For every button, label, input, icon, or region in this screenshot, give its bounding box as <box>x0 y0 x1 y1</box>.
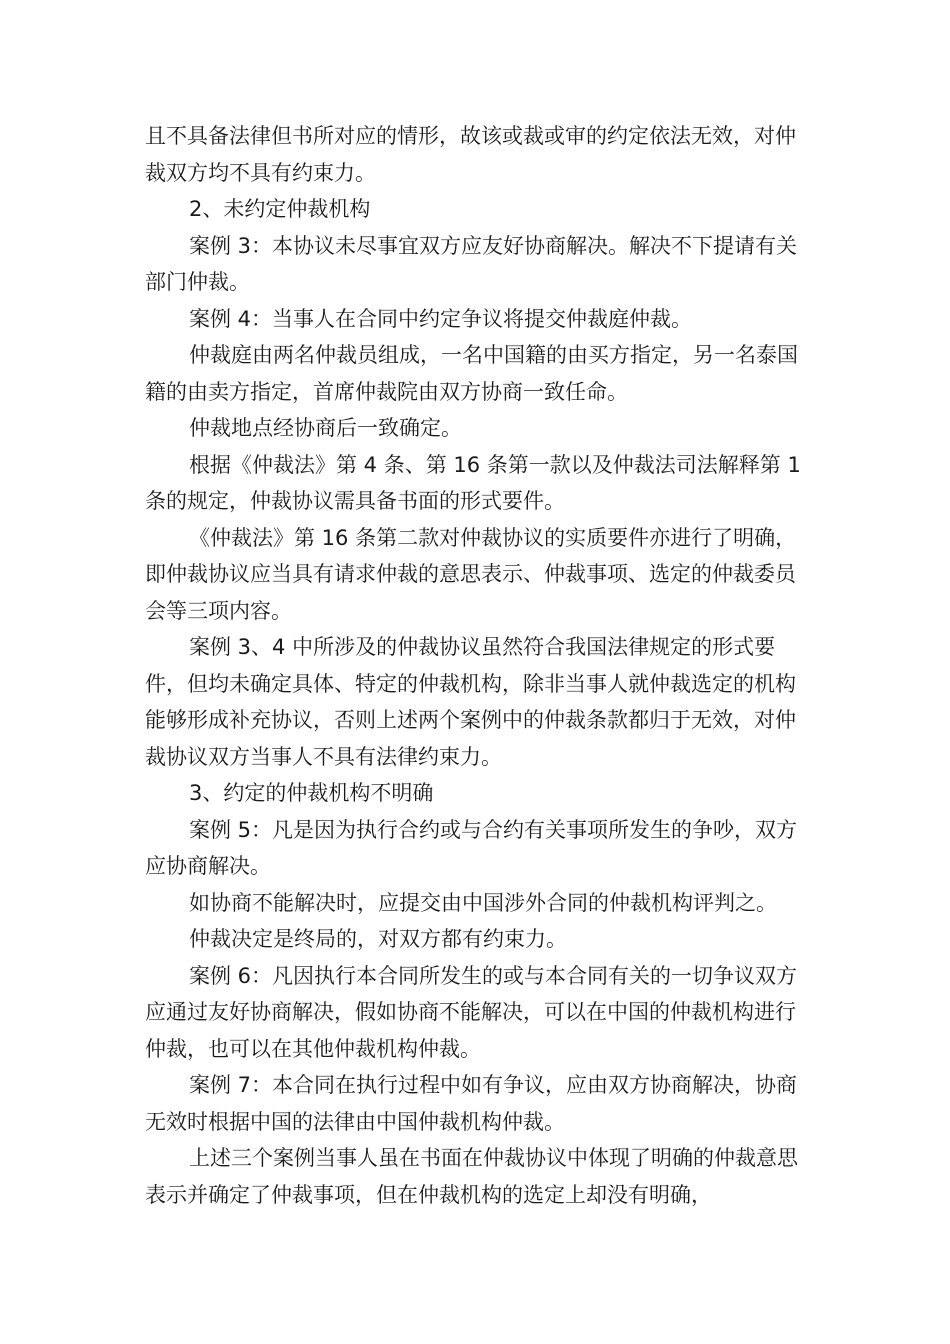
paragraph: 如协商不能解决时，应提交由中国涉外合同的仲裁机构评判之。 <box>189 890 777 915</box>
paragraph: 仲裁决定是终局的，对双方都有约束力。 <box>189 927 567 951</box>
paragraph: 仲裁地点经协商后一致确定。 <box>189 416 462 440</box>
paragraph: 且不具备法律但书所对应的情形，故该或裁或审的约定依法无效，对仲裁双方均不具有约束力。 <box>145 124 796 185</box>
paragraph: 《仲裁法》第 16 条第二款对仲裁协议的实质要件亦进行了明确，即仲裁协议应当具有请求仲裁的意思表示、仲裁事项、选定的仲裁委员会等三项内容。 <box>145 525 797 623</box>
paragraph: 案例 3、4 中所涉及的仲裁协议虽然符合我国法律规定的形式要件，但均未确定具体、特定的仲裁机构，除非当事人就仲裁选定的机构能够形成补充协议，否则上述两个案例中的仲裁条款都归于无效，对仲裁协议双方当事人不具有法律约束力。 <box>145 635 796 769</box>
paragraph: 案例 6：凡因执行本合同所发生的或与本合同有关的一切争议双方应通过友好协商解决，假如协商不能解决，可以在中国的仲裁机构进行仲裁，也可以在其他仲裁机构仲裁。 <box>145 963 798 1061</box>
paragraph: 案例 7：本合同在执行过程中如有争议，应由双方协商解决，协商无效时根据中国的法律由中国仲裁机构仲裁。 <box>145 1073 798 1134</box>
paragraph: 上述三个案例当事人虽在书面在仲裁协议中体现了明确的仲裁意思表示并确定了仲裁事项，但在仲裁机构的选定上却没有明确， <box>145 1146 798 1207</box>
paragraph: 案例 3：本协议未尽事宜双方应友好协商解决。解决不下提请有关部门仲裁。 <box>145 233 798 294</box>
section-heading: 3、约定的仲裁机构不明确 <box>189 781 434 805</box>
section-heading: 2、未约定仲裁机构 <box>189 197 371 221</box>
paragraph: 根据《仲裁法》第 4 条、第 16 条第一款以及仲裁法司法解释第 1 条的规定，仲裁协议需具备书面的形式要件。 <box>145 452 801 513</box>
document-body <box>145 118 815 1213</box>
paragraph: 仲裁庭由两名仲裁员组成，一名中国籍的由买方指定，另一名泰国籍的由卖方指定，首席仲裁院由双方协商一致任命。 <box>145 343 798 404</box>
paragraph: 案例 5：凡是因为执行合约或与合约有关事项所发生的争吵，双方应协商解决。 <box>145 817 798 878</box>
paragraph: 案例 4：当事人在合同中约定争议将提交仲裁庭仲裁。 <box>189 306 693 331</box>
